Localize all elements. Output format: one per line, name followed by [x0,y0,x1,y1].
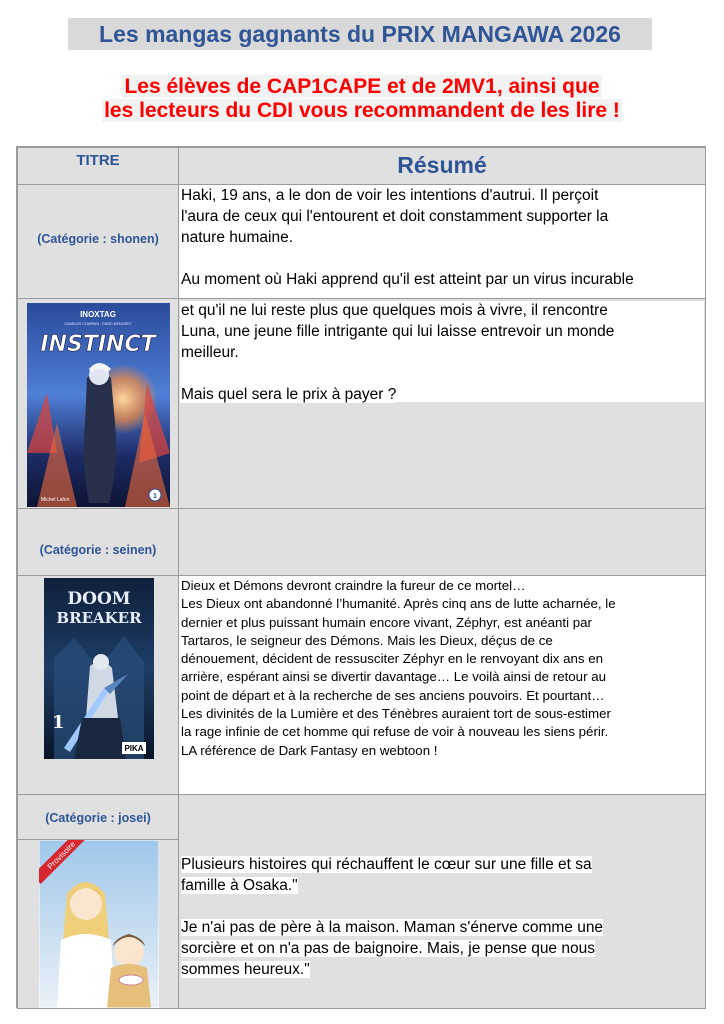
instinct-cover-image [27,303,170,507]
doom-breaker-cover-image [44,578,154,759]
svg-text:CHARLES COMPAIN · DAVID MOUNSE: CHARLES COMPAIN · DAVID MOUNSET [64,322,132,326]
summary-seinen: Dieux et Démons devront craindre la fureur de ce mortel… Les Dieux ont abandonné l’humanité. Après cinq ans de lutte acharnée, le dernier et plus puissant humain encore vivant, Zéphyr, est anéanti par Tartaros, le seigneur des Démons. Mais les Dieux, déçus de ce dénouement, décident de ressusciter Zéphyr en le renvoyant dix ans en arrière, espérant ainsi se divertir davantage… Le voilà ainsi de retour au point de départ et à la recherche de ses anciens pouvoirs. Et pourtant… Les divinités de la Lumière et des Ténèbres auraient tort de sous-estimer la rage infinie de cet homme qui refuse de voir à nouveau les siens périr. LA référence de Dark Fantasy en webtoon ! [181,578,616,758]
svg-text:INOXTAG: INOXTAG [80,310,116,319]
empty-cell [178,508,706,576]
category-cell-josei [17,794,179,840]
category-label: (Catégorie : josei) [45,811,151,825]
subtitle-line-2: les lecteurs du CDI vous recommandent de les lire ! [104,99,620,122]
svg-text:1: 1 [52,712,65,733]
cover-cell-doom-breaker [17,575,179,795]
category-label: (Catégorie : shonen) [37,232,159,246]
cover-cell-josei [17,839,179,1009]
page-title: Les mangas gagnants du PRIX MANGAWA 2026 [68,18,652,50]
svg-text:Michel Lafon: Michel Lafon [41,497,70,503]
column-header-resume: Résumé [178,147,706,185]
svg-text:1: 1 [153,493,157,500]
svg-text:INSTINCT: INSTINCT [40,332,156,357]
category-label: (Catégorie : seinen) [39,543,157,557]
summary-shonen: Haki, 19 ans, a le don de voir les intentions d'autrui. Il perçoit l'aura de ceux qui l'entourent et doit constamment supporter la nature humaine. Au moment où Haki apprend qu'il est atteint par un virus incurable [181,187,634,288]
summary-shonen-continued: et qu'il ne lui reste plus que quelques mois à vivre, il rencontre Luna, une jeune fille intrigante qui lui laisse entrevoir un monde meilleur. Mais quel sera le prix à payer ? [181,302,615,403]
manga-table [16,146,706,1008]
subtitle-line-1: Les élèves de CAP1CAPE et de 2MV1, ainsi que [124,75,600,98]
category-cell-shonen [17,184,179,299]
category-cell-seinen [17,508,179,576]
svg-text:PIKA: PIKA [124,744,144,753]
svg-text:BREAKER: BREAKER [56,609,142,627]
summary-josei: Plusieurs histoires qui réchauffent le cœur sur une fille et sa famille à Osaka." Je n'ai pas de père à la maison. Maman s'énerve comme une sorcière et on n'a pas de baignoire. Mais, je pense que nous sommes heureux." [181,856,604,978]
cover-cell-instinct [17,298,179,509]
josei-cover-image [39,840,159,1008]
column-header-titre: TITRE [17,147,179,185]
svg-text:DOOM: DOOM [67,589,131,609]
svg-text:Provisoire: Provisoire [45,840,78,872]
